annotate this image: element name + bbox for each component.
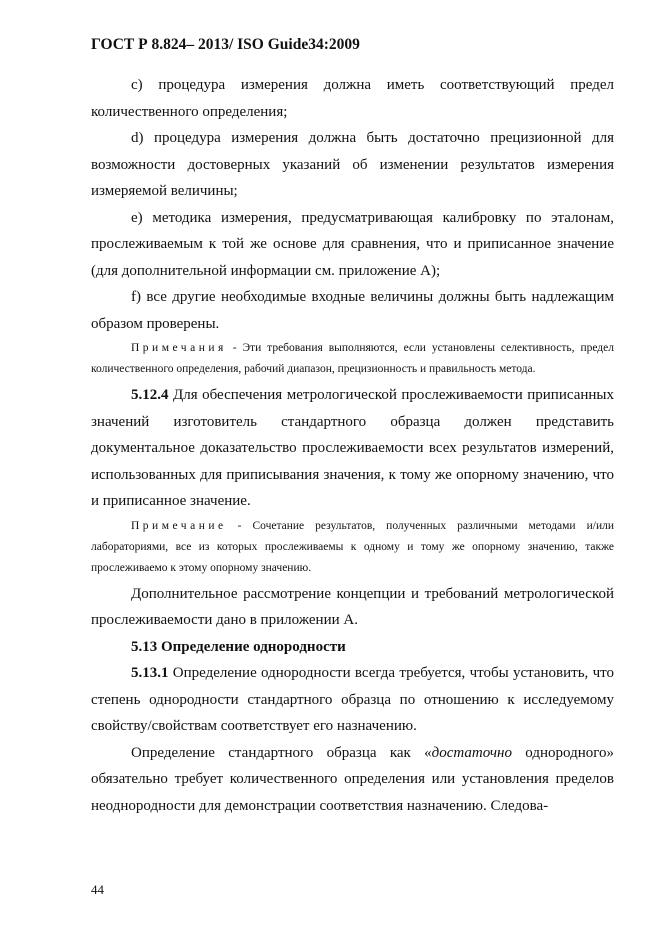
note-1-text: - Эти требования выполняются, если установлены селективность, предел количественного определения, рабочий диапазон, прецизионность и правильность метода. bbox=[91, 342, 614, 375]
final-paragraph bbox=[91, 740, 614, 820]
note-1-label: Примечания bbox=[131, 342, 227, 354]
item-c: с) процедура измерения должна иметь соответствующий предел количественного определения; bbox=[91, 77, 614, 120]
item-f: f) все другие необходимые входные величины должны быть надлежащим образом проверены. bbox=[91, 289, 614, 332]
section-5-13-heading: 5.13 Определение однородности bbox=[131, 638, 346, 655]
note-1 bbox=[91, 338, 614, 380]
note-2-label: Примечание bbox=[131, 519, 227, 532]
final-text-before: Определение стандартного образца как « bbox=[131, 744, 432, 761]
section-5-13-1 bbox=[91, 660, 614, 740]
section-5-13-1-text: Определение однородности всегда требуется, чтобы установить, что степень однородности стандартного образца по отношению к исследуемому свойству/свойствам соответствует его назначению. bbox=[91, 665, 614, 734]
section-5-13-1-number: 5.13.1 bbox=[131, 665, 169, 681]
page-body bbox=[91, 72, 614, 819]
note-2 bbox=[91, 516, 614, 579]
section-5-12-4-number: 5.12.4 bbox=[131, 387, 169, 403]
note-2-text: - Сочетание результатов, полученных различными методами и/или лабораториями, все из которых прослеживаемы к одному и тому же опорному значению, также прослеживаемо к этому опорному значению. bbox=[91, 519, 614, 574]
page-header: ГОСТ Р 8.824– 2013/ ISO Guide34:2009 bbox=[91, 36, 360, 53]
final-text-after: однородного» обязательно требует количественного определения или установления пределов неоднородности для демонстрации соответствия назначению. Следова- bbox=[91, 744, 615, 814]
item-d: d) процедура измерения должна быть достаточно прецизионной для возможности достоверных указаний об изменении результатов измерения измеряемой величины; bbox=[91, 130, 614, 199]
section-5-12-4 bbox=[91, 382, 614, 515]
page-number: 44 bbox=[91, 882, 104, 897]
additional-paragraph: Дополнительное рассмотрение концепции и требований метрологической прослеживаемости дано в приложении А. bbox=[91, 585, 614, 628]
item-e: е) методика измерения, предусматривающая калибровку по эталонам, прослеживаемым к той же основе для сравнения, что и приписанное значение (для дополнительной информации см. приложение А); bbox=[91, 209, 614, 279]
final-text-italic: достаточно bbox=[431, 744, 512, 761]
section-5-12-4-text: Для обеспечения метрологической прослеживаемости приписанных значений изготовитель стандартного образца должен представить документальное доказательство прослеживаемости всех результатов измерений, использованных для приписывания значения, к тому же опорному значению, что и приписанное значение. bbox=[91, 387, 614, 509]
